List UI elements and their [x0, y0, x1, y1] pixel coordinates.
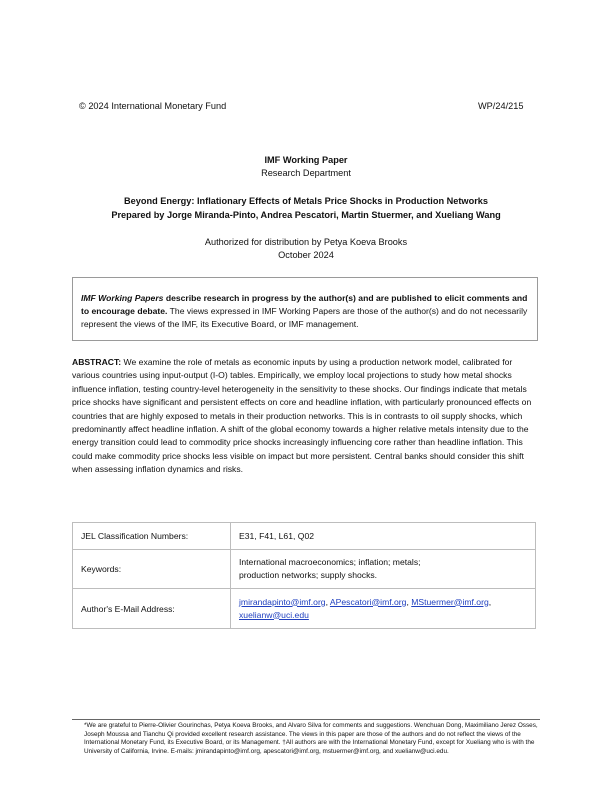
email-link-miranda-pinto[interactable]: jmirandapinto@imf.org	[239, 596, 326, 607]
email-link-wang[interactable]: xuelianw@uci.edu	[239, 609, 309, 620]
email-value	[231, 589, 536, 629]
series-title: IMF Working Paper	[264, 155, 348, 165]
email-label: Author's E-Mail Address:	[73, 589, 231, 629]
jel-codes: E31, F41, L61, Q02	[231, 523, 536, 550]
disclaimer-text: The views expressed in IMF Working Papers are those of the author(s) and do not necessarily represent the views of the IMF, its Executive Board, or IMF management.	[81, 306, 528, 329]
paper-title: Beyond Energy: Inflationary Effects of Metals Price Shocks in Production Networks	[123, 196, 488, 206]
keywords-line-2: production networks; supply shocks.	[239, 570, 378, 580]
keywords-line-1: International macroeconomics; inflation; metals;	[239, 557, 421, 567]
email-link-stuermer[interactable]: MStuermer@imf.org	[411, 596, 489, 607]
jel-label: JEL Classification Numbers:	[73, 523, 231, 550]
copyright-notice: © 2024 International Monetary Fund	[79, 101, 227, 111]
keywords-row	[73, 550, 536, 589]
keywords-value	[231, 550, 536, 589]
abstract-label: ABSTRACT:	[72, 357, 122, 367]
disclaimer-series-name: IMF Working Papers	[81, 293, 164, 303]
email-separator: ,	[488, 596, 492, 607]
email-separator: ,	[406, 596, 412, 607]
disclaimer-bold-text: describe research in progress by the author(s) and are published to elicit comments and to encourage debate.	[81, 293, 528, 316]
footnote-divider	[72, 719, 540, 720]
disclaimer-box	[72, 277, 538, 341]
authorization-line: Authorized for distribution by Petya Koeva Brooks	[204, 237, 408, 247]
email-link-pescatori[interactable]: APescatori@imf.org	[329, 596, 407, 607]
department-name: Research Department	[261, 168, 351, 178]
footnote: *We are grateful to Pierre-Olivier Gourinchas, Petya Koeva Brooks, and Alvaro Silva for comments and suggestions. Wenchuan Dong, Maximiliano Jerez Osses, Joseph Moussa and Tianchu Qi provided excellent research assistance. The views in this paper are those of the authors and do not reflect the views of the International Monetary Fund, its Executive Board, or its Management. †All authors are with the International Monetary Fund, except for Xueliang who is with the University of California, Irvine. E-mails: jmirandapinto@imf.org, apescatori@imf.org, mstuermer@imf.org, and xuelianw@uci.edu.	[84, 722, 538, 755]
publication-date: October 2024	[278, 250, 334, 260]
email-separator: ,	[325, 596, 330, 607]
working-paper-number: WP/24/215	[478, 101, 524, 111]
paper-authors: Prepared by Jorge Miranda-Pinto, Andrea Pescatori, Martin Stuermer, and Xueliang Wang	[111, 210, 501, 220]
metadata-table	[72, 522, 536, 629]
email-row	[73, 589, 536, 629]
abstract-text: We examine the role of metals as economic inputs by using a production network model, calibrated for various countries using input-output (I-O) tables. Empirically, we employ local projections to study how metal shocks influence inflation, testing country-level heterogeneity in the sensitivity to these shocks. Our findings indicate that metals price shocks have significant and persistent effects on core and headline inflation, with particularly pronounced effects on countries that are highly exposed to metals in their production networks. This is in contrasts to oil supply shocks, which predominantly affect headline inflation. A shift of the global economy towards a higher relative metals intensity due to the energy transition could lead to commodity price shocks increasingly influencing core rather than headline inflation. This could make commodity price shocks less visible on impact but more persistent. Central banks should consider this shift when assessing inflation dynamics and risks.	[72, 357, 532, 475]
keywords-label: Keywords:	[73, 550, 231, 589]
abstract	[72, 356, 542, 477]
jel-row	[73, 523, 536, 550]
